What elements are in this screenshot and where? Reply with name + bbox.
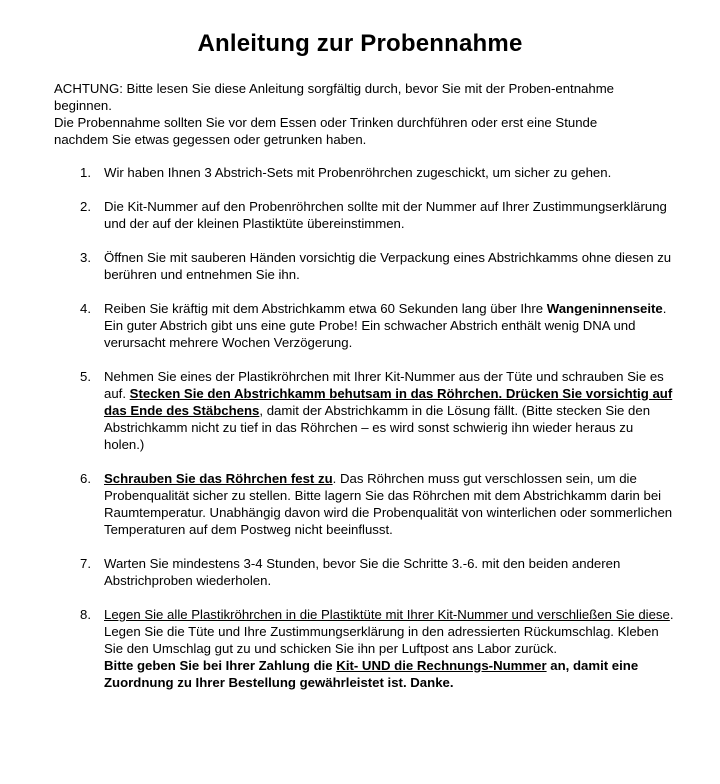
step-4 xyxy=(54,300,674,351)
step-bold-note: Bitte geben Sie bei Ihrer Zahlung die xyxy=(104,658,337,673)
step-emphasis: Stecken Sie den Abstrichkamm behutsam in das Röhrchen. Drücken Sie vorsichtig auf das Ende des Stäbchens xyxy=(104,386,673,418)
step-text: Wir haben Ihnen 3 Abstrich-Sets mit Probenröhrchen zugeschickt, um sicher zu gehen. xyxy=(104,165,612,180)
step-number: 5. xyxy=(80,369,91,384)
step-text: Öffnen Sie mit sauberen Händen vorsichtig die Verpackung eines Abstrichkamms ohne diesen zu berühren und entnehmen Sie ihn. xyxy=(104,250,672,282)
step-7 xyxy=(54,555,674,589)
step-5 xyxy=(54,368,674,453)
step-bold-note-end: an, damit eine Zuordnung zu Ihrer Bestellung gewährleistet ist. Danke. xyxy=(104,658,639,690)
step-2 xyxy=(54,198,674,232)
step-number: 4. xyxy=(80,301,91,316)
step-underlined: Legen Sie alle Plastikröhrchen in die Plastiktüte mit Ihrer Kit-Nummer und verschließen Sie diese xyxy=(104,607,670,622)
step-number: 3. xyxy=(80,250,91,265)
step-text: Reiben Sie kräftig mit dem Abstrichkamm etwa 60 Sekunden lang über Ihre xyxy=(104,301,547,316)
step-emphasis: Wangeninnenseite xyxy=(546,301,663,316)
step-emphasis: Schrauben Sie das Röhrchen fest zu xyxy=(104,471,333,486)
step-number: 2. xyxy=(80,199,91,214)
intro-block xyxy=(54,80,654,148)
step-8 xyxy=(54,606,674,691)
step-text: Nehmen Sie eines der Plastikröhrchen mit Ihrer Kit-Nummer aus der Tüte und schrauben Sie es auf. xyxy=(104,369,664,401)
step-text: Die Kit-Nummer auf den Probenröhrchen sollte mit der Nummer auf Ihrer Zustimmungserklärung und der auf der kleinen Plastiktüte übereinstimmen. xyxy=(104,199,667,231)
step-number: 8. xyxy=(80,607,91,622)
step-6 xyxy=(54,470,674,538)
instruction-list xyxy=(54,164,674,708)
step-emphasis: Kit- UND die Rechnungs-Nummer xyxy=(336,658,547,673)
step-text: , damit der Abstrichkamm in die Lösung fällt. (Bitte stecken Sie den Abstrichkamm nicht zu tief in das Röhrchen – es wird sonst schwierig ihn wieder heraus zu holen.) xyxy=(104,403,651,452)
step-number: 7. xyxy=(80,556,91,571)
step-text: . Legen Sie die Tüte und Ihre Zustimmungserklärung in den adressierten Rückumschlag. Kleben Sie den Umschlag gut zu und schicken Sie ihn per Luftpost ans Labor zurück. xyxy=(104,607,674,656)
intro-note: Die Probennahme sollten Sie vor dem Essen oder Trinken durchführen oder erst eine Stunde nachdem Sie etwas gegessen oder getrunken haben. xyxy=(54,115,598,147)
step-text: . Das Röhrchen muss gut verschlossen sein, um die Probenqualität sicher zu stellen. Bitte lagern Sie das Röhrchen mit dem Abstrichkamm darin bei Raumtemperatur. Unabhängig davon wird die Probenqualität von winterlichen oder sommerlichen Temperaturen auf dem Postweg nicht beeinflusst. xyxy=(104,471,673,537)
page-title: Anleitung zur Probennahme xyxy=(197,30,523,57)
step-3 xyxy=(54,249,674,283)
step-number: 1. xyxy=(80,165,91,180)
step-number: 6. xyxy=(80,471,91,486)
step-1 xyxy=(54,164,674,181)
intro-warning: ACHTUNG: Bitte lesen Sie diese Anleitung sorgfältig durch, bevor Sie mit der Proben-entnahme beginnen. xyxy=(54,81,615,113)
step-text: . Ein guter Abstrich gibt uns eine gute Probe! Ein schwacher Abstrich enthält wenig DNA und verursacht mehrere Wochen Verzögerung. xyxy=(104,301,667,350)
step-text: Warten Sie mindestens 3-4 Stunden, bevor Sie die Schritte 3.-6. mit den beiden anderen Abstrichproben wiederholen. xyxy=(104,556,621,588)
